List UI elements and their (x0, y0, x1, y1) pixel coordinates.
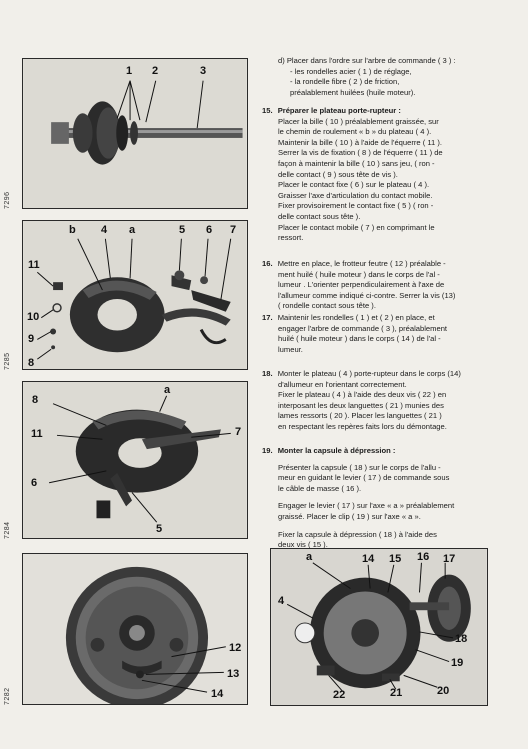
text-line: Fixer provisoirement le contact fixe ( 5 ) ( ron - (278, 201, 434, 211)
figure-breaker-plate-parts (22, 220, 248, 370)
callout-b: b (69, 224, 76, 236)
text-line: graissé. Placer le clip ( 19 ) sur l'axe « a ». (278, 511, 421, 521)
callout-21: 21 (390, 687, 403, 699)
text-line: - la rondelle fibre ( 2 ) de friction, (290, 77, 400, 87)
text-line: interposant les deux languettes ( 21 ) munies des (278, 400, 444, 410)
text-line: lumeur. (278, 344, 303, 354)
figure-code-7282: 7282 (4, 687, 11, 705)
text-line: Placer le contact mobile ( 7 ) en comprimant le (278, 222, 435, 232)
text-line: delle contact sous tête ). (278, 211, 361, 221)
text-line: ressort. (278, 233, 304, 243)
callout-14: 14 (211, 688, 224, 700)
text-line: en respectant les repères faits lors du démontage. (278, 421, 447, 431)
vacuum-capsule-illustration (271, 549, 487, 705)
callout-7: 7 (230, 224, 237, 236)
callout-6: 6 (31, 477, 38, 489)
text-line: lames ressorts ( 20 ). Placer les languettes ( 21 ) (278, 411, 442, 421)
callout-4: 4 (101, 224, 108, 236)
step-number: 19. (262, 446, 273, 455)
callout-1: 1 (126, 65, 133, 77)
callout-20: 20 (437, 685, 450, 697)
callout-5: 5 (156, 523, 163, 535)
breaker-plate-illustration (23, 221, 247, 369)
callout-18: 18 (455, 633, 468, 645)
text-line: ( rondelle contact sous tête ). (278, 301, 376, 311)
callout-7: 7 (235, 426, 242, 438)
text-line: Serrer la vis de fixation ( 8 ) de l'équerre ( 11 ) de (278, 148, 443, 158)
callout-a: a (306, 551, 313, 563)
text-line: deux vis ( 15 ). (278, 540, 328, 550)
callout-5: 5 (179, 224, 186, 236)
text-line: engager l'arbre de commande ( 3 ), préalablement (278, 323, 448, 333)
step-15 (262, 106, 443, 244)
callout-16: 16 (417, 551, 430, 563)
callout-12: 12 (229, 642, 242, 654)
callout-3: 3 (200, 65, 207, 77)
text-line: d) Placer dans l'ordre sur l'arbre de commande ( 3 ) : (278, 56, 456, 65)
callout-2: 2 (152, 65, 159, 77)
figure-code-7285: 7285 (4, 352, 11, 370)
text-line: Maintenir la bille ( 10 ) à l'aide de l'équerre ( 11 ). (278, 137, 442, 147)
text-line: Présenter la capsule ( 18 ) sur le corps de l'allu - (278, 462, 441, 472)
text-line: Fixer le plateau ( 4 ) à l'aide des deux vis ( 22 ) en (278, 390, 447, 400)
callout-15: 15 (389, 553, 402, 565)
step-number: 16. (262, 259, 273, 268)
text-line: Fixer la capsule à dépression ( 18 ) à l'aide des (278, 529, 437, 539)
callout-22: 22 (333, 689, 346, 701)
callout-4: 4 (278, 595, 285, 607)
text-line: delle contact ( 9 ) sous tête de vis ). (278, 169, 398, 179)
step-heading: Préparer le plateau porte-rupteur : (277, 106, 401, 115)
text-line: l'allumeur comme indiqué ci-contre. Serrer la vis (13) (278, 290, 456, 300)
step-18 (262, 369, 461, 433)
step-heading: Monter la capsule à dépression : (277, 446, 396, 455)
text-line: Maintenir les rondelles ( 1 ) et ( 2 ) en place, et (277, 313, 435, 322)
distributor-body-illustration (23, 554, 247, 704)
step-number: 18. (262, 369, 273, 378)
callout-13: 13 (227, 668, 240, 680)
figure-vacuum-capsule (270, 548, 488, 706)
callout-17: 17 (443, 553, 456, 565)
text-line: Placer le contact fixe ( 6 ) sur le plateau ( 4 ). (278, 180, 430, 190)
callout-11: 11 (28, 259, 40, 271)
text-line: préalablement huilées (huile moteur). (290, 87, 416, 97)
text-line: le chemin de roulement « b » du plateau ( 4 ). (278, 127, 432, 137)
callout-a: a (129, 224, 136, 236)
figure-assembled-plate (22, 381, 248, 539)
text-line: huilé ( huile moteur ) dans le corps ( 14 ) de l'al - (278, 334, 441, 344)
step-number: 15. (262, 106, 273, 115)
callout-10: 10 (27, 311, 40, 323)
callout-a: a (164, 384, 171, 396)
callout-9: 9 (28, 333, 35, 345)
assembled-plate-illustration (23, 382, 247, 538)
callout-19: 19 (451, 657, 464, 669)
step-19 (262, 446, 454, 551)
text-line: Graisser l'axe d'articulation du contact mobile. (278, 190, 433, 200)
text-line: Placer la bille ( 10 ) préalablement graissée, sur (278, 116, 439, 126)
step-d (278, 56, 456, 98)
text-line: Mettre en place, le frotteur feutre ( 12 ) préalable - (277, 259, 446, 268)
callout-11: 11 (31, 428, 43, 440)
text-line: façon à maintenir la bille ( 10 ) sans jeu, ( ron - (278, 158, 435, 168)
callout-6: 6 (206, 224, 213, 236)
callout-14: 14 (362, 553, 375, 565)
shaft-illustration (23, 59, 247, 208)
figure-shaft-assembly (22, 58, 248, 209)
step-number: 17. (262, 313, 273, 322)
figure-distributor-body (22, 553, 248, 705)
text-line: Monter le plateau ( 4 ) porte-rupteur dans le corps (14) (277, 369, 461, 378)
text-line: Engager le levier ( 17 ) sur l'axe « a » préalablement (278, 501, 455, 511)
figure-code-7284: 7284 (4, 521, 11, 539)
text-line: lumeur . L'orienter perpendiculairement à l'axe de (278, 280, 445, 290)
text-line: d'allumeur en l'orientant correctement. (278, 379, 407, 389)
callout-8: 8 (28, 357, 35, 369)
step-17 (262, 313, 447, 355)
figure-code-7296: 7296 (4, 191, 11, 209)
step-16 (262, 259, 455, 312)
callout-8: 8 (32, 394, 39, 406)
text-line: meur en guidant le levier ( 17 ) de commande sous (278, 473, 450, 483)
text-line: ment huilé ( huile moteur ) dans le corps de l'al - (278, 269, 440, 279)
text-line: le câble de masse ( 16 ). (278, 483, 362, 493)
text-line: - les rondelles acier ( 1 ) de réglage, (290, 66, 412, 76)
